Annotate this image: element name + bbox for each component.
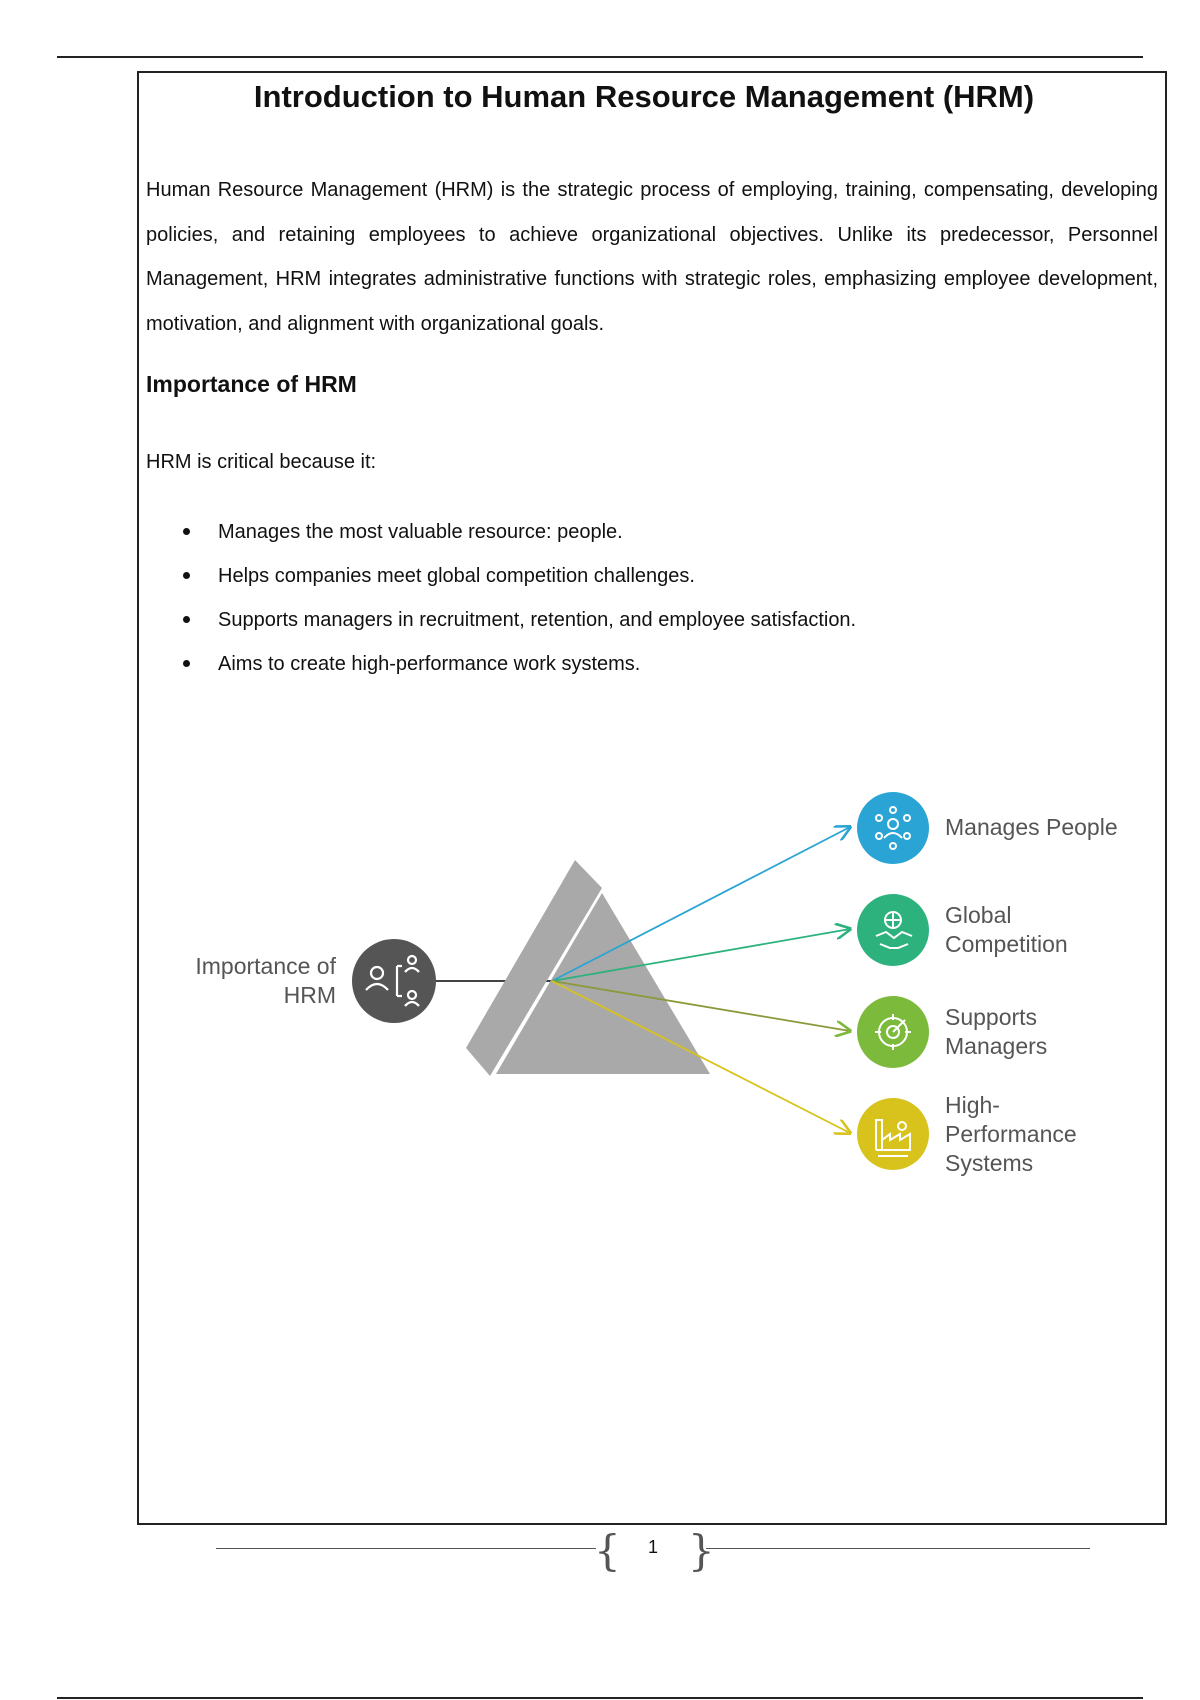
node-global-competition [857, 894, 929, 966]
list-item-text: Helps companies meet global competition challenges. [218, 565, 695, 587]
footer-rule-left [216, 1548, 596, 1549]
label-global-competition [945, 901, 1155, 959]
label-manages-people [945, 813, 1155, 842]
label-line: Global [945, 902, 1012, 928]
label-high-performance [945, 1091, 1155, 1178]
label-line: Competition [945, 931, 1068, 957]
list-item-text: Aims to create high-performance work systems. [218, 653, 641, 675]
hub-label-line: HRM [283, 982, 336, 1008]
label-supports-managers [945, 1003, 1155, 1061]
node-supports-managers [857, 996, 929, 1068]
section-heading: Importance of HRM [146, 371, 357, 397]
bottom-rule [57, 1697, 1143, 1699]
node-high-performance [857, 1098, 929, 1170]
label-line: Managers [945, 1033, 1048, 1059]
page-number: 1 [647, 1537, 658, 1557]
label-line: Performance [945, 1121, 1077, 1147]
footer-bracket-right-icon: } [688, 1526, 715, 1575]
footer-bracket-left-icon: { [594, 1526, 621, 1575]
footer-rule-right [706, 1548, 1090, 1549]
label-line: High- [945, 1092, 1000, 1118]
list-item-text: Supports managers in recruitment, retention, and employee satisfaction. [218, 609, 857, 631]
label-line: Manages People [945, 814, 1118, 840]
lead-text: HRM is critical because it: [146, 451, 377, 473]
hub-label [168, 952, 336, 1010]
label-line: Systems [945, 1150, 1034, 1176]
hub-node [352, 939, 436, 1023]
node-manages-people [857, 792, 929, 864]
label-line: Supports [945, 1004, 1038, 1030]
list-item-text: Manages the most valuable resource: people. [218, 521, 623, 543]
hub-label-line: Importance of [195, 953, 336, 979]
page-title: Introduction to Human Resource Management (HRM) [253, 79, 1035, 114]
intro-paragraph: Human Resource Management (HRM) is the strategic process of employing, training, compensating, developing policies, and retaining employees to achieve organizational objectives. Unlike its predecessor, Personnel Management, HRM integrates administrative functions with strategic roles, emphasizing employee development, motivation, and alignment with organizational goals. [146, 179, 1158, 335]
